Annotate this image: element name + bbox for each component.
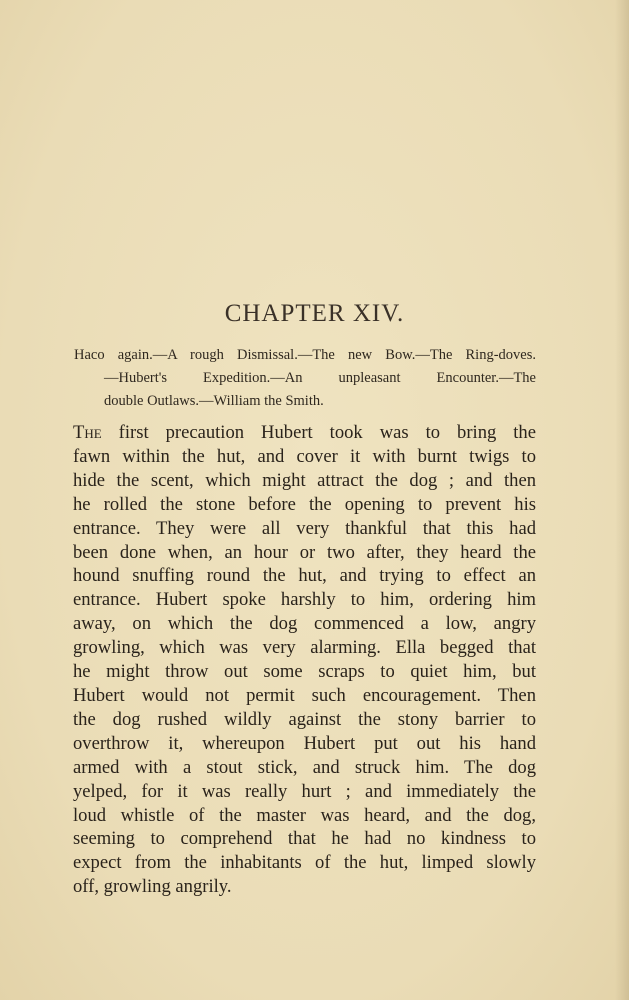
chapter-body xyxy=(73,421,536,899)
body-line: the dog rushed wildly against the stony barrier to xyxy=(73,708,536,730)
body-line: entrance. Hubert spoke harshly to him, ordering him xyxy=(73,589,536,611)
body-line: away, on which the dog commenced a low, angry xyxy=(73,613,536,635)
body-line: armed with a stout stick, and struck him. The dog xyxy=(73,756,536,778)
body-line: Hubert would not permit such encouragement. Then xyxy=(73,684,536,706)
chapter-synopsis xyxy=(74,344,536,413)
body-line: seeming to comprehend that he had no kindness to xyxy=(73,828,536,850)
page-edge-shadow xyxy=(615,0,629,1000)
body-line: loud whistle of the master was heard, and the dog, xyxy=(73,804,536,826)
body-line: entrance. They were all very thankful that this had xyxy=(73,517,536,539)
body-line: fawn within the hut, and cover it with burnt twigs to xyxy=(73,445,536,467)
synopsis-line-3: double Outlaws.—William the Smith. xyxy=(104,393,324,409)
body-line: he rolled the stone before the opening to prevent his xyxy=(73,493,536,515)
synopsis-line-1: Haco again.—A rough Dismissal.—The new Bow.—The Ring-doves. xyxy=(74,347,536,363)
body-line: off, growling angrily. xyxy=(73,876,232,898)
body-line: The first precaution Hubert took was to bring the xyxy=(73,422,536,443)
body-line: yelped, for it was really hurt ; and immediately the xyxy=(73,780,536,802)
body-line: growling, which was very alarming. Ella begged that xyxy=(73,637,536,659)
synopsis-line-2: —Hubert's Expedition.—An unpleasant Encounter.—The xyxy=(104,370,536,386)
body-line: hound snuffing round the hut, and trying to effect an xyxy=(73,565,536,587)
body-line: expect from the inhabitants of the hut, limped slowly xyxy=(73,852,536,874)
body-line: hide the scent, which might attract the dog ; and then xyxy=(73,469,536,491)
body-line: overthrow it, whereupon Hubert put out his hand xyxy=(73,732,536,754)
chapter-heading: CHAPTER XIV. xyxy=(224,300,405,327)
opening-word: The xyxy=(73,422,102,443)
body-line: he might throw out some scraps to quiet him, but xyxy=(73,661,536,683)
body-line: been done when, an hour or two after, they heard the xyxy=(73,541,536,563)
